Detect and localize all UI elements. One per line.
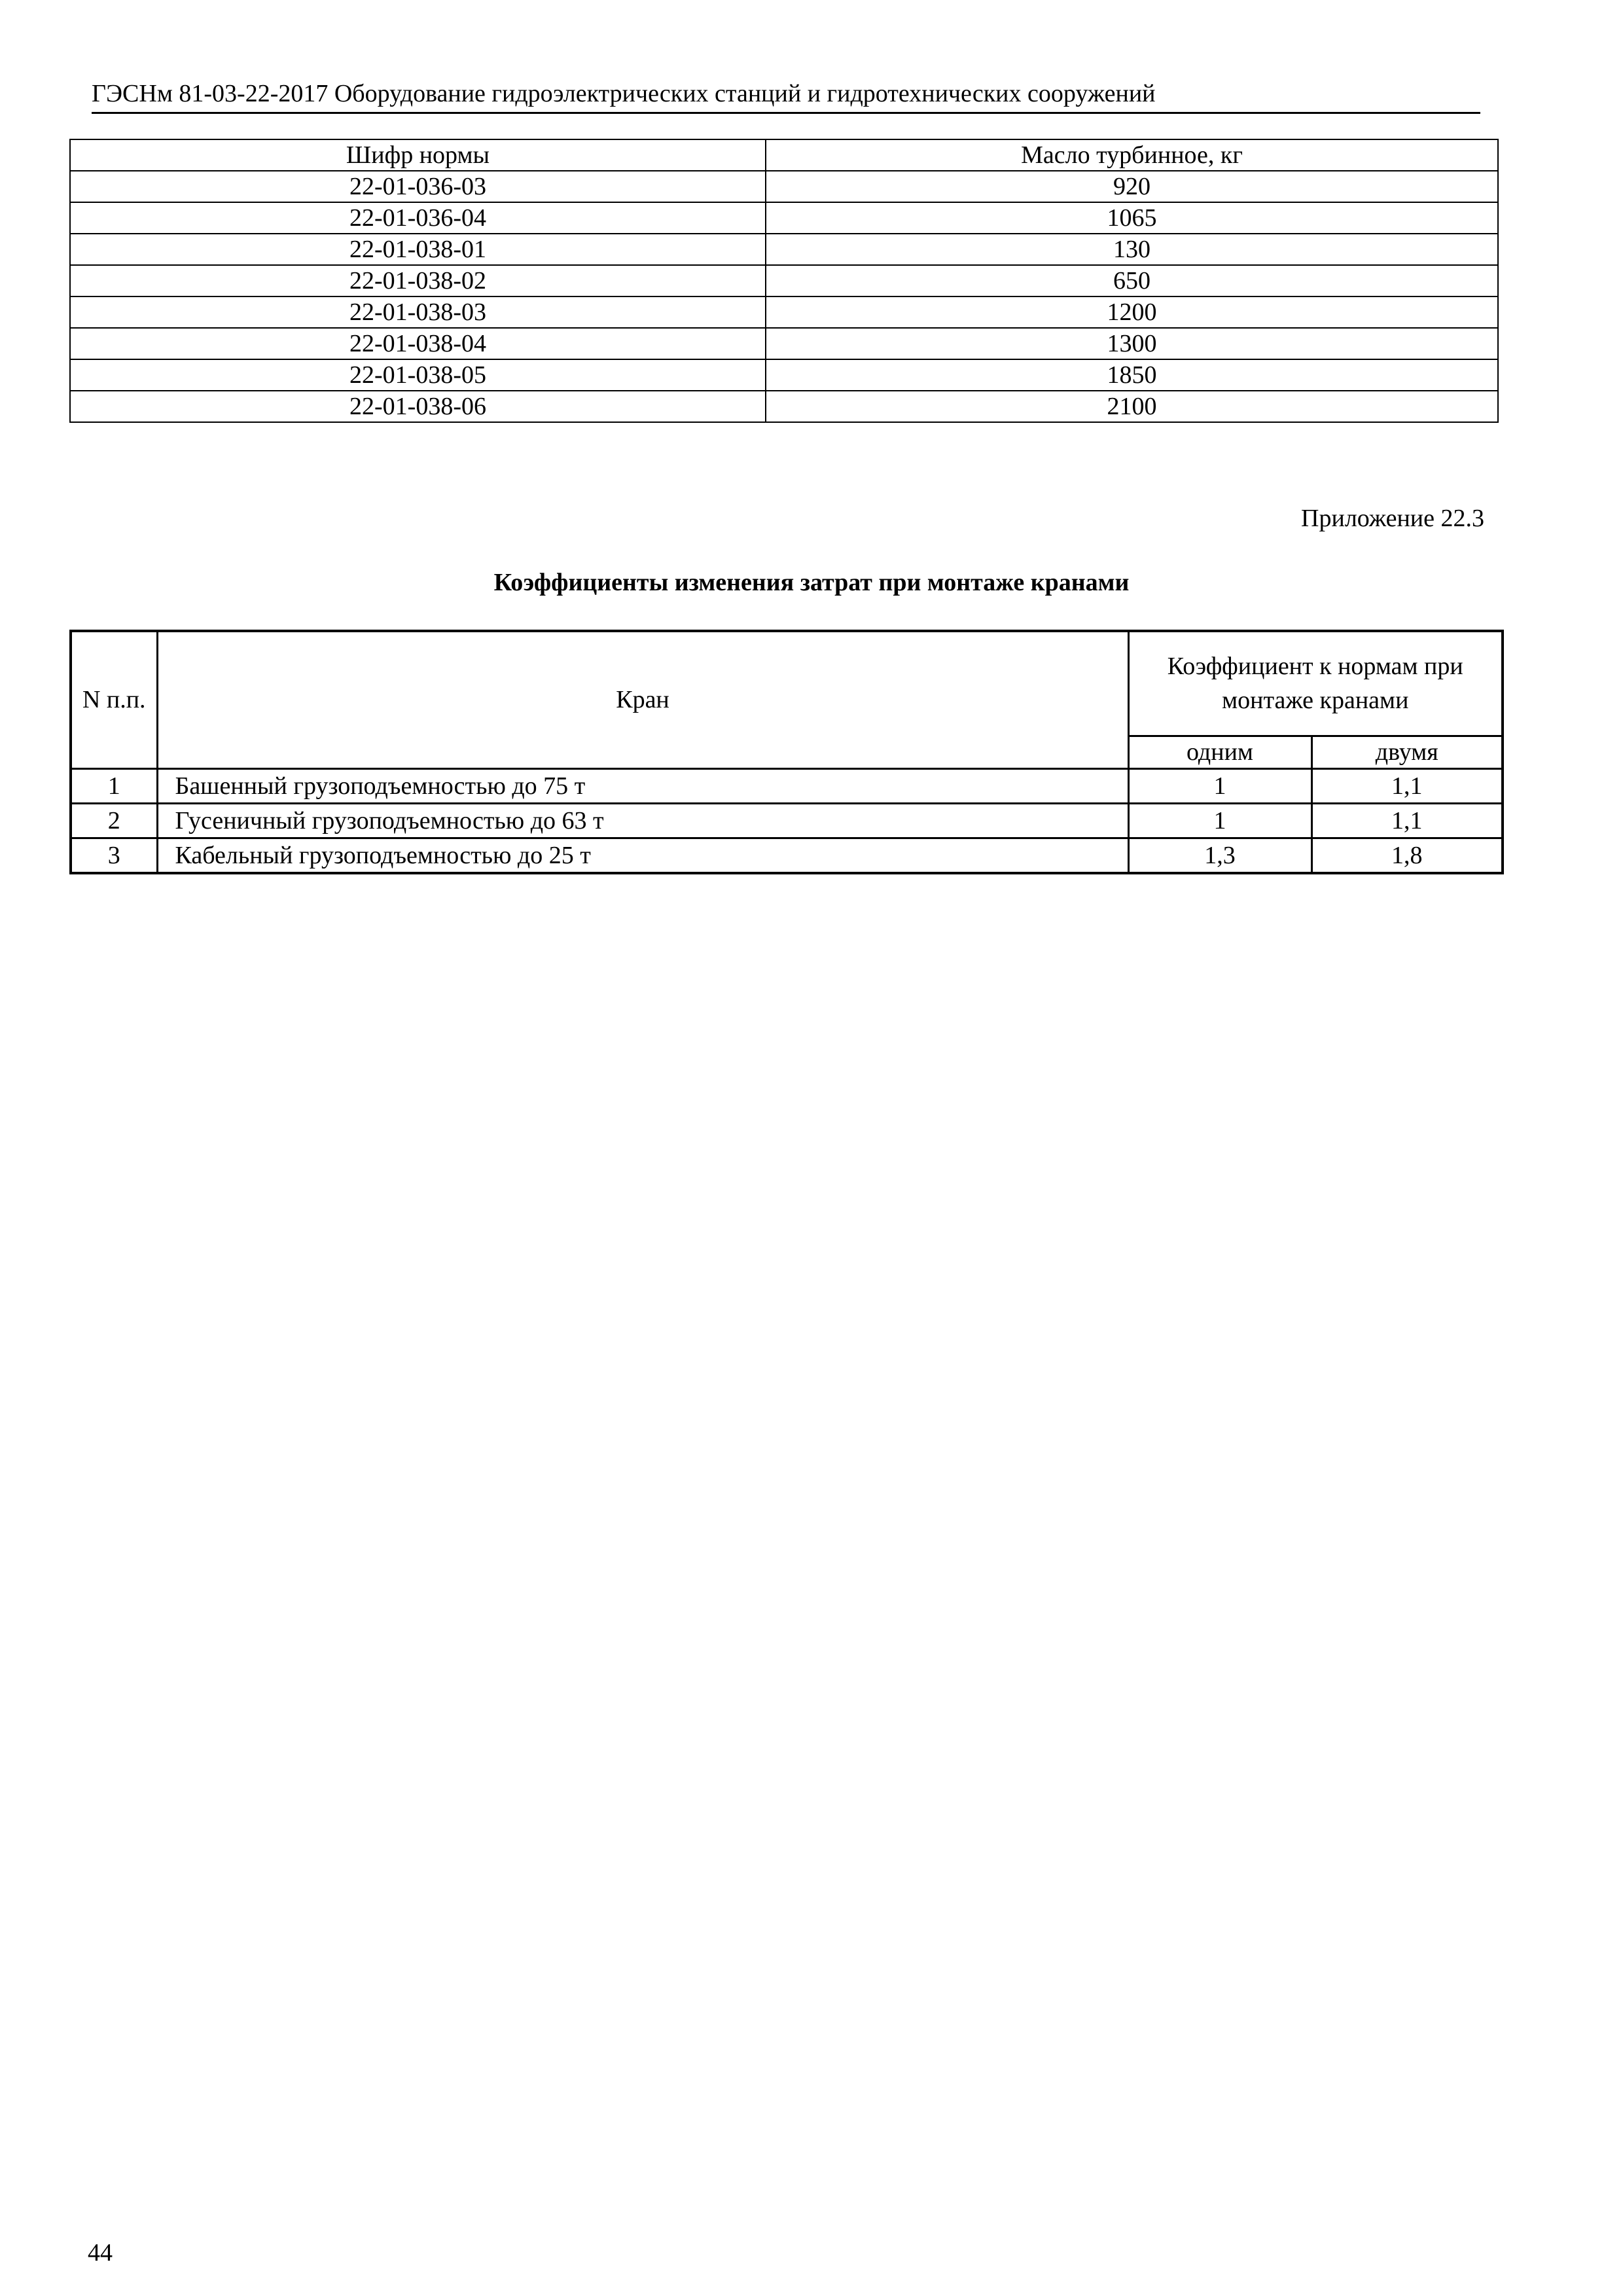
table-row bbox=[71, 768, 1503, 803]
table-row bbox=[70, 391, 1498, 422]
column-header-one-crane: одним bbox=[1128, 736, 1311, 768]
table-row bbox=[70, 234, 1498, 265]
oil-mass-cell: 650 bbox=[766, 265, 1498, 296]
page-number: 44 bbox=[88, 2239, 113, 2267]
one-crane-coefficient-cell: 1 bbox=[1128, 768, 1311, 803]
oil-mass-cell: 1850 bbox=[766, 359, 1498, 391]
column-header-crane: Кран bbox=[157, 631, 1128, 768]
norm-code-cell: 22-01-038-03 bbox=[70, 296, 766, 328]
oil-mass-cell: 1200 bbox=[766, 296, 1498, 328]
two-cranes-coefficient-cell: 1,1 bbox=[1311, 768, 1503, 803]
column-header-code: Шифр нормы bbox=[70, 139, 766, 171]
table-row bbox=[70, 296, 1498, 328]
two-cranes-coefficient-cell: 1,8 bbox=[1311, 838, 1503, 873]
two-cranes-coefficient-cell: 1,1 bbox=[1311, 803, 1503, 838]
crane-name-cell: Кабельный грузоподъемностью до 25 т bbox=[157, 838, 1128, 873]
oil-mass-cell: 1300 bbox=[766, 328, 1498, 359]
oil-mass-cell: 920 bbox=[766, 171, 1498, 202]
norm-code-cell: 22-01-038-01 bbox=[70, 234, 766, 265]
one-crane-coefficient-cell: 1 bbox=[1128, 803, 1311, 838]
table-title: Коэффициенты изменения затрат при монтаже кранами bbox=[493, 569, 1130, 596]
norm-code-cell: 22-01-036-04 bbox=[70, 202, 766, 234]
crane-name-cell: Башенный грузоподъемностью до 75 т bbox=[157, 768, 1128, 803]
table-row bbox=[71, 803, 1503, 838]
row-number-cell: 2 bbox=[71, 803, 157, 838]
table-row bbox=[70, 171, 1498, 202]
column-header-coefficient: Коэффициент к нормам при монтаже кранами bbox=[1128, 631, 1503, 736]
crane-coefficients-table bbox=[69, 630, 1504, 874]
appendix-label: Приложение 22.3 bbox=[1301, 505, 1484, 532]
column-header-number: N п.п. bbox=[71, 631, 157, 768]
table-header-row bbox=[70, 139, 1498, 171]
one-crane-coefficient-cell: 1,3 bbox=[1128, 838, 1311, 873]
column-header-oil-mass: Масло турбинное, кг bbox=[766, 139, 1498, 171]
table-row bbox=[71, 838, 1503, 873]
table-row bbox=[70, 359, 1498, 391]
table-row bbox=[70, 328, 1498, 359]
norm-code-cell: 22-01-038-05 bbox=[70, 359, 766, 391]
oil-mass-cell: 2100 bbox=[766, 391, 1498, 422]
page-header: ГЭСНм 81-03-22-2017 Оборудование гидроэлектрических станций и гидротехнических сооружений bbox=[92, 75, 1480, 114]
oil-mass-cell: 130 bbox=[766, 234, 1498, 265]
norm-code-cell: 22-01-038-02 bbox=[70, 265, 766, 296]
crane-name-cell: Гусеничный грузоподъемностью до 63 т bbox=[157, 803, 1128, 838]
oil-table bbox=[69, 139, 1499, 423]
column-header-two-cranes: двумя bbox=[1311, 736, 1503, 768]
norm-code-cell: 22-01-036-03 bbox=[70, 171, 766, 202]
norm-code-cell: 22-01-038-06 bbox=[70, 391, 766, 422]
table-header-row bbox=[71, 631, 1503, 736]
oil-mass-cell: 1065 bbox=[766, 202, 1498, 234]
row-number-cell: 1 bbox=[71, 768, 157, 803]
norm-code-cell: 22-01-038-04 bbox=[70, 328, 766, 359]
row-number-cell: 3 bbox=[71, 838, 157, 873]
table-row bbox=[70, 202, 1498, 234]
table-row bbox=[70, 265, 1498, 296]
